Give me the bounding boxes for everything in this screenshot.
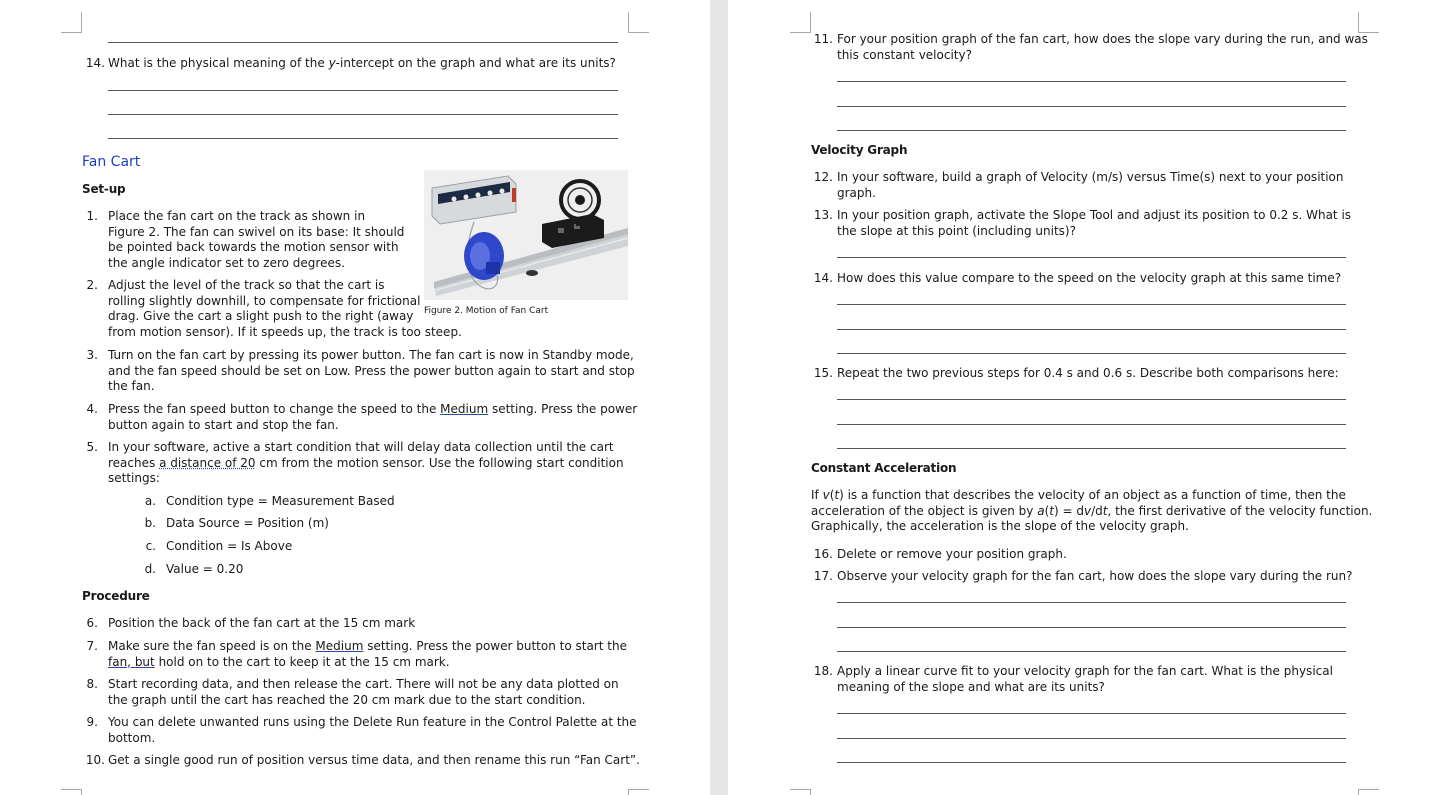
item-number: 11. [813, 32, 833, 46]
answer-line [837, 651, 1346, 652]
sub-item-letter: d. [144, 562, 156, 576]
crop-mark [1358, 12, 1379, 33]
paragraph-line: If v(t) is a function that describes the velocity of an object as a function of time, then the [811, 488, 1346, 502]
item-number: 16. [813, 547, 833, 561]
question-13-line: In your position graph, activate the Slope Tool and adjust its position to 0.2 s. What is [837, 208, 1352, 222]
answer-line [837, 130, 1346, 131]
setup-item-2-line: Adjust the level of the track so that the cart is [108, 278, 385, 292]
setup-heading: Set-up [82, 182, 126, 196]
paragraph-line: acceleration of the object is given by a(t) = dv/dt, the first derivative of the velocity function. [811, 503, 1373, 518]
item-number: 15. [813, 366, 833, 380]
item-number: 5. [86, 440, 98, 454]
item-number: 2. [86, 278, 98, 292]
setup-item-1-line: Figure 2. The fan can swivel on its base: It should [108, 224, 405, 239]
question-11-line: For your position graph of the fan cart, how does the slope vary during the run, and was [837, 32, 1368, 46]
velocity-graph-heading: Velocity Graph [811, 143, 908, 157]
question-14-line: How does this value compare to the speed on the velocity graph at this same time? [837, 271, 1342, 285]
question-18-line: meaning of the slope and what are its units? [837, 679, 1105, 694]
setup-item-2-line: rolling slightly downhill, to compensate for frictional [108, 293, 421, 308]
answer-line [837, 399, 1346, 400]
item-number: 18. [813, 664, 833, 678]
sensor-port [452, 197, 457, 202]
item-number: 4. [86, 402, 98, 416]
fan-cart-photo [424, 170, 628, 300]
sensor-port [488, 191, 493, 196]
crop-mark [790, 789, 811, 795]
sensor-port [500, 189, 505, 194]
procedure-item-7-line: fan, but hold on to the cart to keep it at the 15 cm mark. [108, 654, 450, 669]
document-page-right [728, 0, 1433, 795]
document-page-left [0, 0, 710, 795]
question-12-line: graph. [837, 185, 876, 200]
setup-item-5-line: reaches a distance of 20 cm from the motion sensor. Use the following start condition [108, 455, 624, 470]
sub-item-letter: a. [144, 494, 156, 508]
fan-cart-heading: Fan Cart [82, 154, 141, 170]
sensor-light [512, 188, 516, 202]
answer-line [837, 424, 1346, 425]
item-number: 6. [86, 616, 98, 630]
sub-item-text: Value = 0.20 [166, 562, 244, 576]
answer-line [837, 627, 1346, 628]
crop-mark [61, 789, 82, 795]
crop-mark [628, 12, 649, 33]
sub-item-letter: b. [144, 516, 156, 530]
item-number: 13. [813, 208, 833, 222]
setup-item-4-line: Press the fan speed button to change the speed to the Medium setting. Press the power [108, 402, 638, 416]
setup-item-2-line: drag. Give the cart a slight push to the right (away [108, 309, 414, 323]
setup-item-1-line: be pointed back towards the motion sensor with [108, 240, 399, 254]
crop-mark [790, 12, 811, 33]
answer-line [108, 114, 618, 115]
answer-line [108, 138, 618, 139]
procedure-item-10: Get a single good run of position versus time data, and then rename this run “Fan Cart”. [108, 753, 640, 767]
setup-item-5-line: settings: [108, 471, 160, 485]
sub-item-text: Condition = Is Above [166, 539, 293, 553]
item-number: 7. [86, 639, 98, 653]
constant-acceleration-heading: Constant Acceleration [811, 461, 957, 475]
procedure-heading: Procedure [82, 589, 150, 603]
item-number: 9. [86, 715, 98, 729]
answer-line [837, 602, 1346, 603]
crop-mark [61, 12, 82, 33]
item-number: 14. [85, 56, 105, 70]
answer-line [837, 329, 1346, 330]
item-number: 8. [86, 677, 98, 691]
procedure-item-7-line: Make sure the fan speed is on the Medium setting. Press the power button to start the [108, 639, 627, 653]
item-number: 10. [85, 753, 105, 767]
answer-line [837, 106, 1346, 107]
question-11-line: this constant velocity? [837, 47, 972, 62]
setup-item-3-line: the fan. [108, 379, 155, 393]
answer-line [837, 738, 1346, 739]
setup-item-3-line: Turn on the fan cart by pressing its power button. The fan cart is now in Standby mode, [108, 348, 634, 362]
figure-caption: Figure 2. Motion of Fan Cart [424, 306, 549, 316]
item-number: 1. [86, 209, 98, 223]
item-number: 14. [813, 271, 833, 285]
setup-item-4-line: button again to start and stop the fan. [108, 417, 339, 432]
black-fan-hub [575, 195, 585, 205]
answer-line [837, 81, 1346, 82]
question-14-text: What is the physical meaning of the y-intercept on the graph and what are its units? [108, 56, 616, 70]
procedure-item-8-line: the graph until the cart has reached the 20 cm mark due to the start condition. [108, 692, 586, 707]
setup-item-1-line: Place the fan cart on the track as shown in [108, 209, 366, 223]
procedure-item-6: Position the back of the fan cart at the 15 cm mark [108, 616, 416, 630]
answer-line [837, 713, 1346, 714]
procedure-item-9-line: bottom. [108, 730, 156, 745]
sub-item-letter: c. [145, 539, 156, 553]
sensor-port [476, 193, 481, 198]
answer-line [837, 257, 1346, 258]
question-12-line: In your software, build a graph of Velocity (m/s) versus Time(s) next to your position [837, 170, 1344, 184]
setup-item-5-line: In your software, active a start condition that will delay data collection until the cart [108, 440, 614, 454]
question-13-line: the slope at this point (including units)? [837, 223, 1076, 238]
question-16-line: Delete or remove your position graph. [837, 547, 1067, 561]
question-17-line: Observe your velocity graph for the fan cart, how does the slope vary during the run? [837, 569, 1353, 583]
paragraph-line: Graphically, the acceleration is the slope of the velocity graph. [811, 519, 1189, 533]
sensor-port [464, 195, 469, 200]
answer-line [108, 90, 618, 91]
cart-detail [558, 228, 564, 233]
question-18-line: Apply a linear curve fit to your velocity graph for the fan cart. What is the physical [837, 664, 1333, 678]
crop-mark [628, 789, 649, 795]
answer-line [837, 762, 1346, 763]
answer-line [108, 42, 618, 43]
setup-item-1-line: the angle indicator set to zero degrees. [108, 255, 345, 270]
answer-line [837, 353, 1346, 354]
fan-cart-figure [424, 170, 628, 300]
question-15-line: Repeat the two previous steps for 0.4 s and 0.6 s. Describe both comparisons here: [837, 366, 1339, 380]
procedure-item-8-line: Start recording data, and then release the cart. There will not be any data plotted on [108, 677, 619, 691]
crop-mark [1358, 789, 1379, 795]
fan-base [486, 262, 500, 274]
setup-item-2-line: from motion sensor). If it speeds up, the track is too steep. [108, 324, 462, 339]
item-number: 3. [86, 348, 98, 362]
item-number: 17. [813, 569, 833, 583]
procedure-item-9-line: You can delete unwanted runs using the Delete Run feature in the Control Palette at the [108, 715, 637, 729]
item-number: 12. [813, 170, 833, 184]
answer-line [837, 304, 1346, 305]
answer-line [837, 448, 1346, 449]
setup-item-3-line: and the fan speed should be set on Low. Press the power button again to start and stop [108, 363, 635, 378]
sub-item-text: Data Source = Position (m) [166, 516, 329, 530]
sub-item-text: Condition type = Measurement Based [166, 494, 395, 508]
track-foot [526, 270, 538, 276]
fan-mount [576, 218, 584, 226]
